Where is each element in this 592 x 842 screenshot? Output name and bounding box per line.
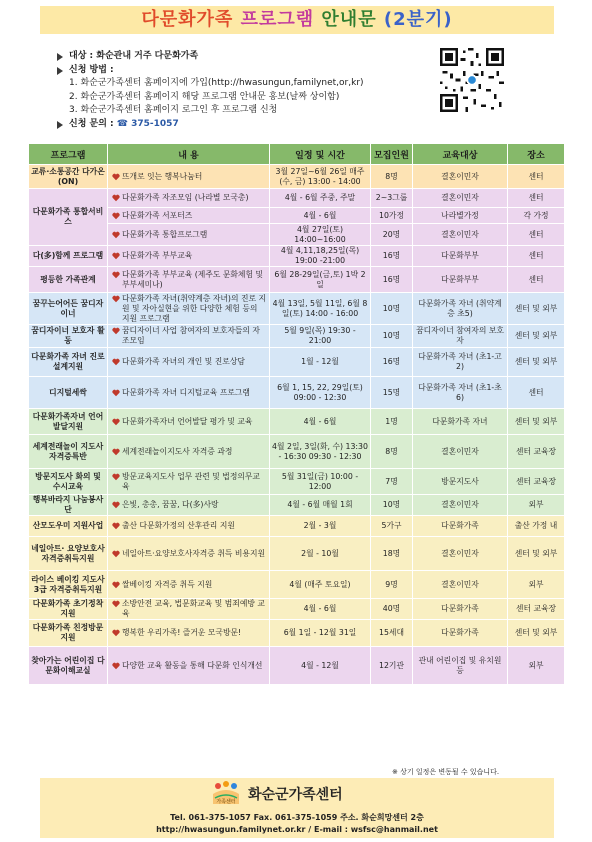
content-item <box>112 500 267 510</box>
schedule-cell: 6월 28-29일(금,토) 1박 2일 <box>270 267 371 293</box>
qr-code-icon[interactable] <box>440 48 504 112</box>
page-title <box>40 6 554 34</box>
table-row <box>29 495 565 516</box>
heart-bullet-icon <box>112 358 120 366</box>
content-cell <box>108 647 270 685</box>
schedule-cell: 4월 - 6월 매월 1회 <box>270 495 371 516</box>
content-cell <box>108 208 270 224</box>
content-text: 다문화가족 자녀의 개인 및 진로상담 <box>122 357 245 366</box>
target-cell: 다문화가족 자녀 <box>413 409 508 435</box>
heart-bullet-icon <box>112 295 120 303</box>
target-cell: 결혼이민자 <box>413 495 508 516</box>
content-cell <box>108 495 270 516</box>
target-cell: 다문화부부 <box>413 246 508 267</box>
table-row <box>29 189 565 208</box>
place-cell: 센터 및 외부 <box>508 293 565 325</box>
number-cell: 12기관 <box>371 647 413 685</box>
schedule-cell: 4월 13일, 5월 11일, 6월 8일(토) 14:00 - 16:00 <box>270 293 371 325</box>
content-cell <box>108 224 270 246</box>
table-row <box>29 599 565 620</box>
number-cell: 18명 <box>371 537 413 571</box>
info-step-3: 3. 화순군가족센터 홈페이지 로그인 후 프로그램 신청 <box>69 105 278 115</box>
target-cell: 다문화가족 자녀 (초1-초6) <box>413 377 508 409</box>
heart-bullet-icon <box>112 448 120 456</box>
content-cell <box>108 620 270 647</box>
triangle-bullet-icon <box>57 67 63 75</box>
schedule-cell: 4월 27일(토) 14:00~16:00 <box>270 224 371 246</box>
content-text: 다문화가족 서포터즈 <box>122 210 193 220</box>
triangle-bullet-icon <box>57 53 63 61</box>
table-row <box>29 409 565 435</box>
target-cell: 다문화부부 <box>413 267 508 293</box>
place-cell: 센터 및 외부 <box>508 409 565 435</box>
heart-bullet-icon <box>112 418 120 426</box>
program-name-cell: 세계전래놀이 지도사 자격증특반 <box>29 435 108 469</box>
heart-bullet-icon <box>112 600 120 608</box>
schedule-cell: 3월 27일~6월 26일 매주(수, 금) 13:00 - 14:00 <box>270 165 371 189</box>
number-cell: 15명 <box>371 377 413 409</box>
target-cell: 다문화가족 자녀 (취약계층 초5) <box>413 293 508 325</box>
schedule-cell: 4월 2일, 3일(화, 수) 13:30 - 16:30 09:30 - 12:30 <box>270 435 371 469</box>
center-name: 화순군가족센터 <box>248 787 343 803</box>
number-cell: 8명 <box>371 165 413 189</box>
place-cell: 센터 및 외부 <box>508 348 565 377</box>
title-part4: (2분기) <box>383 9 453 30</box>
info-section <box>55 50 435 131</box>
table-row <box>29 267 565 293</box>
table-row <box>29 620 565 647</box>
title-part1: 다문화가족 <box>141 9 234 30</box>
content-text: 다양한 교육 활동을 통해 다문화 인식개선 <box>122 660 263 670</box>
title-part3: 안내문 <box>321 9 377 30</box>
place-cell: 센터 교육장 <box>508 469 565 495</box>
number-cell: 16명 <box>371 267 413 293</box>
program-table <box>28 143 565 685</box>
content-text: 다문화가족 부부교육 (제주도 문화체험 및 부부세미나) <box>122 269 263 289</box>
content-text: 세계전래놀이지도사 자격증 과정 <box>122 446 233 456</box>
schedule-note: ※ 상기 일정은 변동될 수 있습니다. <box>392 768 500 776</box>
content-item <box>112 211 267 221</box>
place-cell: 센터 <box>508 224 565 246</box>
place-cell: 센터 <box>508 189 565 208</box>
schedule-cell: 4월 4,11,18,25일(목) 19:00 -21:00 <box>270 246 371 267</box>
place-cell: 외부 <box>508 571 565 599</box>
number-cell: 16명 <box>371 348 413 377</box>
number-cell: 2~3그룹 <box>371 189 413 208</box>
number-cell: 10명 <box>371 495 413 516</box>
heart-bullet-icon <box>112 662 120 670</box>
program-name-cell: 방문지도사 화의 및 수시교육 <box>29 469 108 495</box>
schedule-cell: 1월 - 12월 <box>270 348 371 377</box>
table-row <box>29 647 565 685</box>
program-name-cell: 꿈디자이너 보호자 활동 <box>29 325 108 348</box>
header-target: 교육대상 <box>413 144 508 165</box>
table-row <box>29 469 565 495</box>
content-item <box>112 326 267 346</box>
schedule-cell: 5월 9일(목) 19:30 - 21:00 <box>270 325 371 348</box>
info-target-text: 대상 : 화순관내 거주 다문화가족 <box>69 51 199 61</box>
program-name-cell: 다문화가족 초기정착지원 <box>29 599 108 620</box>
table-row <box>29 293 565 325</box>
content-item <box>112 251 267 261</box>
program-table-body <box>29 165 565 685</box>
place-cell: 센터 및 외부 <box>508 325 565 348</box>
info-step-1: 1. 화순군가족센터 홈페이지에 가입(http://hwasungun,familynet,or,kr) <box>69 78 364 88</box>
place-cell: 센터 및 외부 <box>508 620 565 647</box>
schedule-cell: 4월 - 6월 <box>270 409 371 435</box>
title-bar <box>40 6 554 34</box>
heart-bullet-icon <box>112 629 120 637</box>
content-cell <box>108 599 270 620</box>
content-item <box>112 270 267 290</box>
program-name-cell: 교류·소통공간 다가온(ON) <box>29 165 108 189</box>
content-text: 다문화가족 통합프로그램 <box>122 229 208 239</box>
number-cell: 15세대 <box>371 620 413 647</box>
content-item <box>112 628 267 638</box>
table-row <box>29 348 565 377</box>
content-cell <box>108 293 270 325</box>
place-cell: 센터 <box>508 165 565 189</box>
content-text: 다문화가족자녀 언어발달 평가 및 교육 <box>122 416 253 426</box>
contact-line-2[interactable]: http://hwasungun.familynet.or.kr / E-mail : wsfsc@hanmail.net <box>156 825 438 834</box>
schedule-cell: 5월 31일(금) 10:00 - 12:00 <box>270 469 371 495</box>
heart-bullet-icon <box>112 327 120 335</box>
content-text: 다문화가족 부부교육 <box>122 251 193 260</box>
heart-bullet-icon <box>112 194 120 202</box>
target-cell: 다문화가족 자녀 (초1-고2) <box>413 348 508 377</box>
content-item <box>112 599 267 619</box>
contact-line-1: Tel. 061-375-1057 Fax. 061-375-1059 주소. 화순희망센터 2층 <box>170 813 424 822</box>
number-cell: 16명 <box>371 246 413 267</box>
heart-bullet-icon <box>112 501 120 509</box>
content-cell <box>108 267 270 293</box>
table-row <box>29 165 565 189</box>
content-item <box>112 549 267 559</box>
heart-bullet-icon <box>112 212 120 220</box>
schedule-cell: 4월 - 12월 <box>270 647 371 685</box>
info-method <box>55 64 435 78</box>
place-cell: 외부 <box>508 647 565 685</box>
schedule-cell: 4월 - 6월 <box>270 599 371 620</box>
target-cell: 나라별가정 <box>413 208 508 224</box>
content-text: 소방안전 교육, 법문화교육 및 범죄예방 교육 <box>122 599 265 618</box>
place-cell: 출산 가정 내 <box>508 516 565 537</box>
header-schedule: 일정 및 시간 <box>270 144 371 165</box>
content-item <box>112 580 267 590</box>
program-name-cell: 꿈꾸는어어든 꿈디자이너 <box>29 293 108 325</box>
target-cell: 방문지도사 <box>413 469 508 495</box>
content-text: 뜨개로 잇는 행복나눔터 <box>122 171 203 181</box>
heart-bullet-icon <box>112 173 120 181</box>
content-cell <box>108 377 270 409</box>
heart-bullet-icon <box>112 581 120 589</box>
target-cell: 결혼이민자 <box>413 537 508 571</box>
heart-bullet-icon <box>112 473 120 481</box>
program-name-cell: 다문화가족 자녀 진로설계지원 <box>29 348 108 377</box>
number-cell: 8명 <box>371 435 413 469</box>
content-item <box>112 521 267 531</box>
content-item <box>112 417 267 427</box>
number-cell: 40명 <box>371 599 413 620</box>
table-header-row <box>29 144 565 165</box>
content-text: 쌀베이킹 자격증 취득 지원 <box>122 579 213 589</box>
place-cell: 센터 <box>508 246 565 267</box>
number-cell: 10명 <box>371 325 413 348</box>
info-method-text: 신청 방법 : <box>69 64 114 75</box>
schedule-cell: 2월 - 10월 <box>270 537 371 571</box>
number-cell: 5가구 <box>371 516 413 537</box>
program-name-cell: 다문화가족 친정방문지원 <box>29 620 108 647</box>
content-item <box>112 230 267 240</box>
program-name-cell: 찾아가는 어린이집 다문화이해교실 <box>29 647 108 685</box>
table-row <box>29 325 565 348</box>
header-content: 내 용 <box>108 144 270 165</box>
content-text: 다문화가족 자조모임 (나라별 모국총) <box>122 193 249 202</box>
table-row <box>29 246 565 267</box>
info-inquiry-label: 신청 문의 : <box>69 118 114 129</box>
place-cell: 센터 교육장 <box>508 599 565 620</box>
target-cell: 결혼이민자 <box>413 571 508 599</box>
heart-bullet-icon <box>112 271 120 279</box>
place-cell: 각 가정 <box>508 208 565 224</box>
content-item <box>112 388 267 398</box>
content-cell <box>108 165 270 189</box>
target-cell: 관내 어린이집 및 유치원 등 <box>413 647 508 685</box>
place-cell: 센터 및 외부 <box>508 537 565 571</box>
number-cell: 10가정 <box>371 208 413 224</box>
heart-bullet-icon <box>112 550 120 558</box>
target-cell: 결혼이민자 <box>413 189 508 208</box>
table-row <box>29 516 565 537</box>
content-cell <box>108 409 270 435</box>
content-cell <box>108 469 270 495</box>
program-name-cell: 네일아트· 요양보호사 자격증취득지원 <box>29 537 108 571</box>
place-cell: 센터 <box>508 267 565 293</box>
heart-bullet-icon <box>112 389 120 397</box>
place-cell: 센터 교육장 <box>508 435 565 469</box>
content-text: 출산 다문화가정의 산후관리 지원 <box>122 521 235 530</box>
content-text: 행복한 우리가족! 즐거운 모국방문! <box>122 628 242 637</box>
content-text: 다문화가족 자녀(취약계층 자녀)의 진로 지원 및 자아실현을 위한 다양한 체험 등의 지원 프로그램 <box>122 293 267 323</box>
heart-bullet-icon <box>112 252 120 260</box>
number-cell: 7명 <box>371 469 413 495</box>
table-row <box>29 208 565 224</box>
content-cell <box>108 571 270 599</box>
place-cell: 외부 <box>508 495 565 516</box>
content-cell <box>108 189 270 208</box>
program-name-cell: 평등한 가족관계 <box>29 267 108 293</box>
header-number: 모집인원 <box>371 144 413 165</box>
content-cell <box>108 246 270 267</box>
table-row <box>29 571 565 599</box>
info-target <box>55 50 435 64</box>
content-text: 은빛, 총총, 꿈꿈, 다(多)사랑 <box>122 500 219 509</box>
program-name-cell: 산모도우미 지원사업 <box>29 516 108 537</box>
target-cell: 결혼이민자 <box>413 224 508 246</box>
contact-info <box>40 812 554 836</box>
schedule-cell: 4월 - 6월 <box>270 208 371 224</box>
number-cell: 9명 <box>371 571 413 599</box>
content-cell <box>108 348 270 377</box>
table-row <box>29 224 565 246</box>
target-cell: 꿈디자이너 참여자의 보호자 <box>413 325 508 348</box>
logo-text: 가족센터 <box>216 799 236 805</box>
schedule-cell: 4월 (매주 토요일) <box>270 571 371 599</box>
content-text: 방문교육지도사 업무 관련 및 법정의무교육 <box>122 471 260 491</box>
number-cell: 20명 <box>371 224 413 246</box>
content-item <box>112 357 267 367</box>
content-text: 꿈디자이너 사업 참여자의 보호자들의 자조모임 <box>122 326 260 345</box>
content-text: 다문화가족 자녀 디지털교육 프로그램 <box>122 387 250 397</box>
target-cell: 결혼이민자 <box>413 435 508 469</box>
table-row <box>29 537 565 571</box>
target-cell: 다문화가족 <box>413 620 508 647</box>
content-item <box>112 294 267 324</box>
triangle-bullet-icon <box>57 121 63 129</box>
target-cell: 다문화가족 <box>413 599 508 620</box>
title-part2: 프로그램 <box>240 9 315 30</box>
info-step-2: 2. 화순군가족센터 홈페이지 해당 프로그램 안내문 홍보(날짜 상이함) <box>69 91 340 102</box>
content-item <box>112 193 267 203</box>
content-item <box>112 472 267 492</box>
table-row <box>29 377 565 409</box>
schedule-cell: 6월 1일 - 12월 31일 <box>270 620 371 647</box>
number-cell: 1명 <box>371 409 413 435</box>
table-row <box>29 435 565 469</box>
content-item <box>112 172 267 182</box>
program-name-cell: 행복바라지 나눔봉사단 <box>29 495 108 516</box>
content-cell <box>108 325 270 348</box>
program-name-cell: 다(多)함께 프로그램 <box>29 246 108 267</box>
place-cell: 센터 <box>508 377 565 409</box>
content-text: 네일아트·요양보호사자격증 취득 비용지원 <box>122 548 266 558</box>
content-cell <box>108 435 270 469</box>
schedule-cell: 4월 - 6월 주중, 주말 <box>270 189 371 208</box>
heart-bullet-icon <box>112 231 120 239</box>
schedule-cell: 2월 - 3월 <box>270 516 371 537</box>
program-name-cell: 디지털세싹 <box>29 377 108 409</box>
schedule-cell: 6월 1, 15, 22, 29일(토) 09:00 - 12:30 <box>270 377 371 409</box>
header-place: 장소 <box>508 144 565 165</box>
target-cell: 다문화가족 <box>413 516 508 537</box>
heart-bullet-icon <box>112 522 120 530</box>
program-name-cell: 다문화가족자녀 언어발달지원 <box>29 409 108 435</box>
number-cell: 10명 <box>371 293 413 325</box>
content-item <box>112 447 267 457</box>
info-inquiry <box>55 118 435 132</box>
header-program: 프로그램 <box>29 144 108 165</box>
family-center-logo-icon <box>210 780 242 808</box>
content-cell <box>108 537 270 571</box>
content-cell <box>108 516 270 537</box>
target-cell: 결혼이민자 <box>413 165 508 189</box>
content-item <box>112 661 267 671</box>
info-inquiry-phone: ☎ 375-1057 <box>116 118 179 129</box>
program-name-cell: 다문화가족 통합서비스 <box>29 189 108 246</box>
program-name-cell: 라이스 베이킹 지도사 3급 자격증취득지원 <box>29 571 108 599</box>
